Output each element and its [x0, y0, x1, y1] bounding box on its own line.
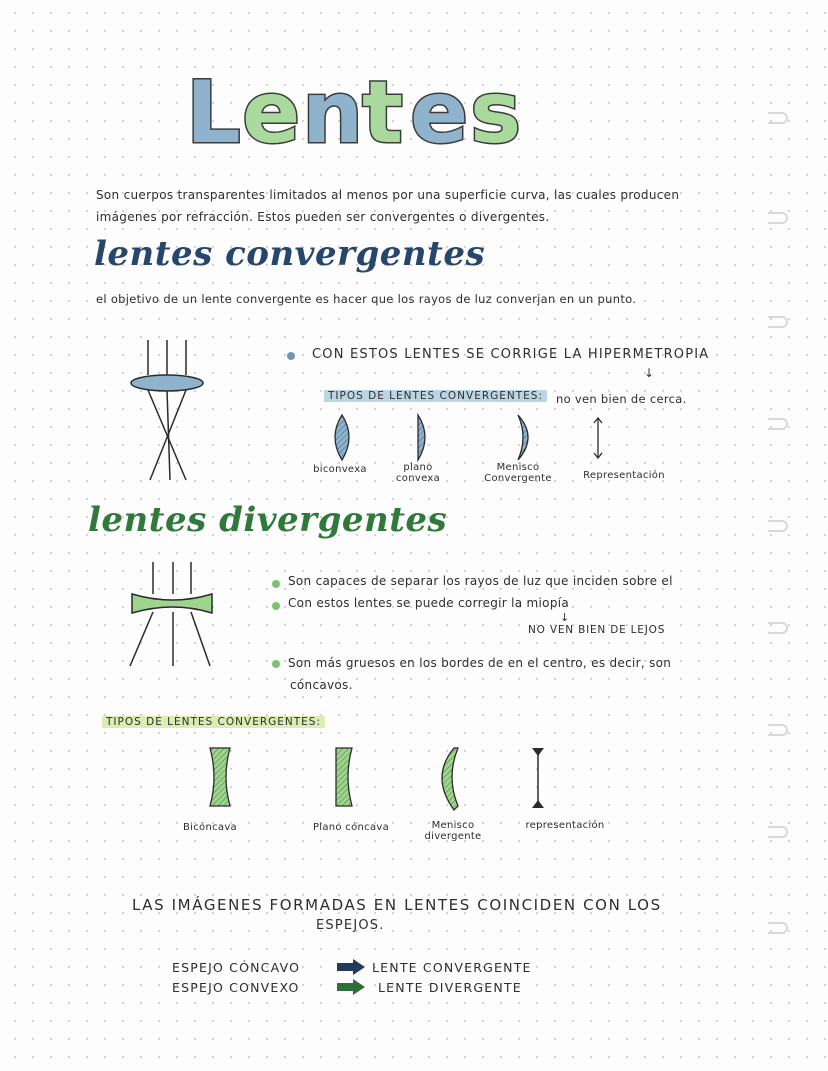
lens-convergent-label: LENTE CONVERGENTE	[372, 960, 532, 975]
type-label: Menisco divergente	[424, 820, 482, 842]
title-letter: L	[186, 63, 241, 158]
biconvex-shape	[335, 415, 349, 460]
divergentes-bullet-1: Son capaces de separar los rayos de luz que inciden sobre el	[288, 574, 673, 588]
title-letter: e	[410, 63, 469, 158]
convergentes-types-label: TIPOS DE LENTES CONVERGENTES:	[324, 390, 547, 402]
bullet-green	[272, 580, 280, 588]
biconcave-shape	[210, 748, 230, 806]
divergentes-bullet-2: Con estos lentes se puede corregir la miopía	[288, 596, 570, 610]
intro-line-1: Son cuerpos transparentes limitados al menos por una superficie curva, las cuales producen	[96, 188, 680, 202]
divergentes-types-label: TIPOS DE LENTES CONVERGENTES:	[102, 716, 325, 728]
lens-divergent-label: LENTE DIVERGENTE	[378, 980, 522, 995]
heading-divergentes: lentes divergentes	[88, 500, 448, 540]
biconvex-lens	[131, 375, 203, 391]
plano-concave-shape	[336, 748, 352, 806]
type-label: biconvexa	[313, 464, 367, 475]
arrow-right-icon	[336, 978, 366, 996]
conclusion-line-1: LAS IMÁGENES FORMADAS EN LENTES COINCIDEN CON LOS	[132, 896, 662, 914]
converging-lens-diagram	[120, 335, 220, 485]
divergentes-bullet-3-line-1: Son más gruesos en los bordes de en el centro, es decir, son	[288, 656, 672, 670]
diverging-lens-diagram	[118, 560, 228, 670]
mirror-concave-label: ESPEJO CÓNCAVO	[172, 960, 301, 975]
divergent-types-shapes	[200, 744, 560, 814]
intro-line-2: imágenes por refracción. Estos pueden ser convergentes o divergentes.	[96, 210, 550, 224]
meniscus-divergent-shape	[442, 748, 458, 810]
page-title	[180, 58, 560, 158]
bullet-blue	[287, 352, 295, 360]
type-label: Bicóncava	[183, 822, 237, 833]
title-letter: e	[242, 63, 301, 158]
arrow-right-icon	[336, 958, 366, 976]
arrow-down-icon: ↓	[644, 366, 655, 380]
arrow-down-icon: ↓	[560, 611, 570, 624]
type-label: Representación	[583, 470, 665, 481]
type-label: Menisco Convergente	[484, 462, 552, 484]
divergentes-bullet-3-line-2: cóncavos.	[290, 678, 353, 692]
plano-convex-shape	[418, 415, 425, 460]
conclusion-line-2: ESPEJOS.	[316, 918, 385, 933]
convergent-types-shapes	[320, 410, 620, 465]
convergentes-note: no ven bien de cerca.	[556, 392, 687, 406]
converging-representation-shape	[594, 418, 602, 458]
meniscus-convergent-shape	[518, 415, 528, 460]
bullet-green	[272, 602, 280, 610]
type-label: plano convexa	[396, 462, 440, 484]
type-label: representación	[525, 820, 605, 831]
bullet-green	[272, 660, 280, 668]
convergentes-bullet: CON ESTOS LENTES SE CORRIGE LA HIPERMETROPIA	[312, 347, 710, 362]
diverging-representation-shape	[532, 748, 544, 808]
title-letter: s	[470, 63, 522, 158]
type-label: Plano cóncava	[312, 822, 390, 833]
biconcave-lens	[132, 594, 212, 613]
title-letter: t	[362, 63, 404, 158]
convergentes-objective: el objetivo de un lente convergente es hacer que los rayos de luz converjan en un punto.	[96, 292, 637, 306]
divergentes-note: NO VEN BIEN DE LEJOS	[528, 624, 666, 636]
title-letter: n	[302, 63, 364, 158]
heading-convergentes: lentes convergentes	[94, 234, 486, 274]
mirror-convex-label: ESPEJO CONVEXO	[172, 980, 300, 995]
